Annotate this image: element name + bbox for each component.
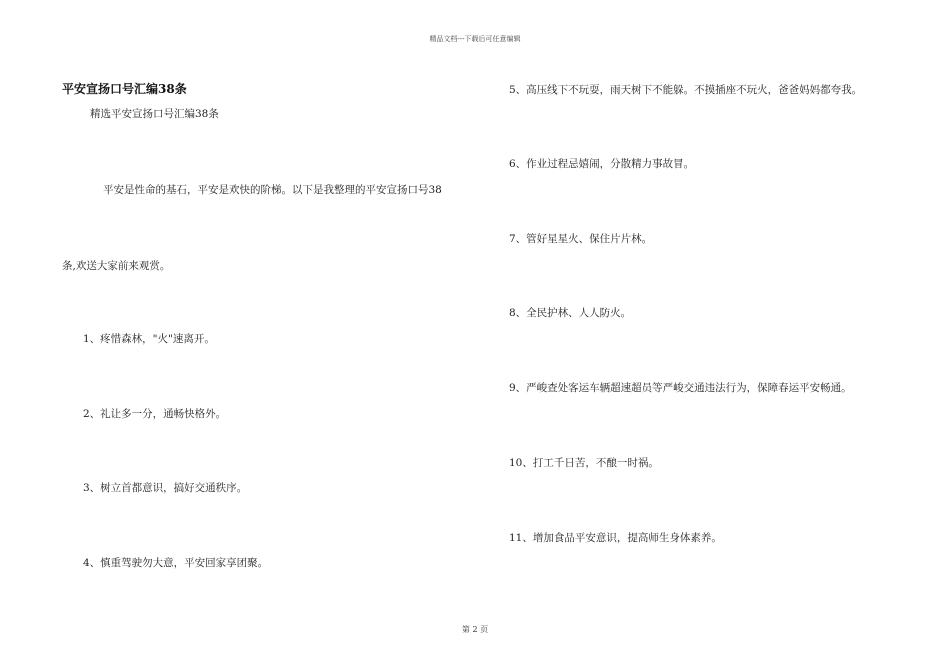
intro-line-1: 平安是性命的基石，平安是欢快的阶梯。以下是我整理的平安宣扬口号38 [103,184,442,196]
slogan-item: 11、增加食品平安意识，提高师生身体素养。 [509,532,722,544]
document-subtitle: 精选平安宣扬口号汇编38条 [90,108,219,120]
page-number: 第 2 页 [461,625,489,634]
slogan-item: 10、打工千日苦，不酿一时祸。 [509,457,659,469]
slogan-item: 9、严峻查处客运车辆超速超员等严峻交通违法行为，保障春运平安畅通。 [509,382,852,394]
slogan-item: 8、全民护林、人人防火。 [509,307,632,319]
document-title: 平安宣扬口号汇编38条 [62,82,187,96]
slogan-item: 2、礼让多一分，通畅快格外。 [83,408,227,420]
slogan-item: 4、慎重驾驶勿大意，平安回家享团聚。 [83,557,269,569]
intro-line-2: 条,欢送大家前来观赏。 [62,260,171,272]
page-header: 精品文档---下载后可任意编辑 [429,35,521,43]
slogan-item: 5、高压线下不玩耍，雨天树下不能躲。不摸插座不玩火，爸爸妈妈都夸我。 [509,84,863,96]
slogan-item: 3、树立首都意识，搞好交通秩序。 [83,482,248,494]
slogan-item: 6、作业过程忌嬉闹，分散精力事故冒。 [509,158,695,170]
slogan-item: 7、管好星星火、保住片片林。 [509,233,653,245]
slogan-item: 1、疼惜森林，"火"速离开。 [83,333,215,345]
